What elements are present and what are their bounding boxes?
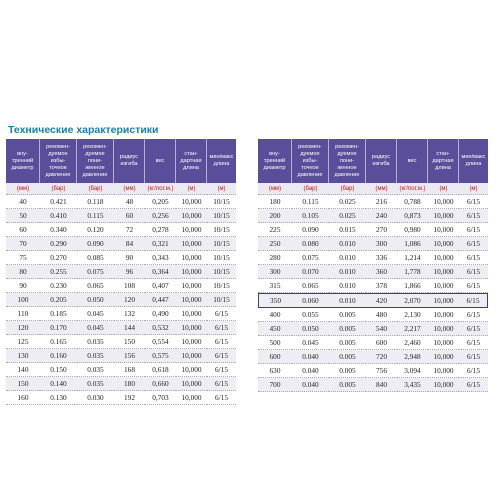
table-cell: 0.010 <box>329 237 366 251</box>
table-cell: 10,000 <box>176 349 207 363</box>
col-header-bend-radius: радиус изгиба <box>114 139 145 183</box>
table-cell: 600 <box>366 336 397 350</box>
table-cell: 240 <box>366 209 397 223</box>
table-cell: 10,000 <box>176 195 207 209</box>
table-cell: 90 <box>114 251 145 265</box>
table-cell: 72 <box>114 223 145 237</box>
table-cell: 10,000 <box>428 209 459 223</box>
col-header-standard-length: стан- дартная длина <box>428 139 459 183</box>
table-cell: 80 <box>6 265 40 279</box>
table-cell: 0.075 <box>77 265 114 279</box>
table-row <box>258 251 488 265</box>
table-cell: 0.120 <box>77 223 114 237</box>
table-cell: 0.060 <box>292 293 329 308</box>
table-cell: 2,070 <box>397 293 428 308</box>
table-cell: 2,460 <box>397 336 428 350</box>
table-cell: 225 <box>258 223 292 237</box>
table-cell: 0.070 <box>292 265 329 279</box>
table-cell: 0.010 <box>329 251 366 265</box>
table-cell: 0.165 <box>40 335 77 349</box>
table-row <box>6 391 236 405</box>
spec-table-left <box>6 139 236 405</box>
table-cell: 480 <box>366 308 397 322</box>
section-title: Технические характеристики <box>8 124 159 136</box>
table-cell: 0,321 <box>145 237 176 251</box>
table-row <box>6 335 236 349</box>
table-row <box>6 363 236 377</box>
table-cell: 3,435 <box>397 378 428 392</box>
table-cell: 200 <box>258 209 292 223</box>
unit-cell: (кг/пог.м.) <box>397 183 428 195</box>
unit-cell: (м) <box>207 183 236 195</box>
table-cell: 0.118 <box>77 195 114 209</box>
table-row <box>6 251 236 265</box>
table-cell: 180 <box>114 377 145 391</box>
table-cell: 0.115 <box>77 209 114 223</box>
unit-cell: (м) <box>459 183 488 195</box>
table-cell: 600 <box>258 350 292 364</box>
table-row <box>6 195 236 209</box>
table-cell: 10,000 <box>176 363 207 377</box>
table-cell: 110 <box>6 307 40 321</box>
spec-table-right <box>258 139 488 392</box>
table-cell: 0.035 <box>77 335 114 349</box>
table-cell: 0,447 <box>145 293 176 307</box>
table-cell: 60 <box>6 223 40 237</box>
table-cell: 100 <box>6 293 40 307</box>
table-cell: 6/15 <box>207 321 236 335</box>
col-header-underpressure: рекомен- дуемое пони- женное давление <box>329 139 366 183</box>
table-cell: 10/15 <box>207 293 236 307</box>
table-cell: 250 <box>258 237 292 251</box>
table-cell: 0,490 <box>145 307 176 321</box>
table-cell: 756 <box>366 364 397 378</box>
table-cell: 6/15 <box>207 391 236 405</box>
table-cell: 0.255 <box>40 265 77 279</box>
unit-cell: (бар) <box>329 183 366 195</box>
table-cell: 0.025 <box>329 195 366 209</box>
col-header-underpressure: рекомен- дуемое пони- женное давление <box>77 139 114 183</box>
table-cell: 216 <box>366 195 397 209</box>
table-cell: 6/15 <box>459 364 488 378</box>
table-cell: 0.270 <box>40 251 77 265</box>
table-cell: 0.035 <box>77 377 114 391</box>
table-row <box>6 349 236 363</box>
table-cell: 160 <box>6 391 40 405</box>
table-cell: 0.090 <box>292 223 329 237</box>
table-cell: 10,000 <box>176 251 207 265</box>
table-cell: 360 <box>366 265 397 279</box>
table-cell: 0.005 <box>329 364 366 378</box>
table-cell: 50 <box>6 209 40 223</box>
unit-cell: (мм) <box>6 183 40 195</box>
table-cell: 10/15 <box>207 279 236 293</box>
table-cell: 10,000 <box>176 307 207 321</box>
col-header-bend-radius: радиус изгиба <box>366 139 397 183</box>
table-row <box>258 195 488 209</box>
unit-cell: (м) <box>176 183 207 195</box>
table-row <box>258 378 488 392</box>
table-cell: 0.080 <box>292 237 329 251</box>
table-cell: 6/15 <box>459 223 488 237</box>
table-cell: 6/15 <box>459 378 488 392</box>
table-cell: 144 <box>114 321 145 335</box>
table-cell: 10,000 <box>176 265 207 279</box>
table-cell: 192 <box>114 391 145 405</box>
table-cell: 0.050 <box>292 322 329 336</box>
table-cell: 96 <box>114 265 145 279</box>
col-header-overpressure: рекомен- дуемое избы- точное давление <box>292 139 329 183</box>
table-cell: 84 <box>114 237 145 251</box>
table-cell: 6/15 <box>207 349 236 363</box>
table-cell: 10,000 <box>176 293 207 307</box>
table-cell: 0.005 <box>329 350 366 364</box>
table-row <box>258 223 488 237</box>
table-cell: 0,256 <box>145 209 176 223</box>
table-cell: 6/15 <box>459 350 488 364</box>
unit-cell: (кг/пог.м.) <box>145 183 176 195</box>
table-cell: 336 <box>366 251 397 265</box>
table-cell: 1,866 <box>397 279 428 293</box>
table-cell: 6/15 <box>459 265 488 279</box>
col-header-min-max-length: мин/макс длина <box>207 139 236 183</box>
table-cell: 60 <box>114 209 145 223</box>
table-cell: 10,000 <box>428 364 459 378</box>
table-cell: 280 <box>258 251 292 265</box>
table-cell: 10,000 <box>428 378 459 392</box>
units-row <box>258 183 488 195</box>
table-row <box>6 279 236 293</box>
table-cell: 0.010 <box>329 265 366 279</box>
table-cell: 0,343 <box>145 251 176 265</box>
table-cell: 0.410 <box>40 209 77 223</box>
col-header-diameter: вну- тренний диаметр <box>6 139 40 183</box>
table-cell: 0.005 <box>329 322 366 336</box>
table-cell: 500 <box>258 336 292 350</box>
table-cell: 10,000 <box>176 237 207 251</box>
table-row <box>6 377 236 391</box>
table-cell: 0.065 <box>292 279 329 293</box>
table-cell: 0,980 <box>397 223 428 237</box>
table-row <box>6 237 236 251</box>
table-cell: 1,086 <box>397 237 428 251</box>
table-cell: 0.045 <box>77 307 114 321</box>
table-cell: 3,094 <box>397 364 428 378</box>
table-cell: 0,205 <box>145 195 176 209</box>
table-cell: 0.040 <box>292 364 329 378</box>
table-cell: 6/15 <box>459 336 488 350</box>
table-row <box>258 293 488 308</box>
table-cell: 10,000 <box>428 237 459 251</box>
table-cell: 1,778 <box>397 265 428 279</box>
table-row <box>6 307 236 321</box>
table-cell: 150 <box>6 377 40 391</box>
table-cell: 10,000 <box>176 377 207 391</box>
table-cell: 10,000 <box>428 336 459 350</box>
table-cell: 0.040 <box>292 350 329 364</box>
table-row <box>258 364 488 378</box>
table-cell: 0.205 <box>40 293 77 307</box>
table-cell: 6/15 <box>459 293 488 308</box>
unit-cell: (мм) <box>114 183 145 195</box>
table-cell: 0,703 <box>145 391 176 405</box>
col-header-overpressure: рекомен- дуемое избы- точное давление <box>40 139 77 183</box>
col-header-weight: вес <box>145 139 176 183</box>
table-row <box>6 209 236 223</box>
table-cell: 6/15 <box>459 308 488 322</box>
table-cell: 0,364 <box>145 265 176 279</box>
table-cell: 6/15 <box>207 335 236 349</box>
table-cell: 0,575 <box>145 349 176 363</box>
table-cell: 132 <box>114 307 145 321</box>
table-cell: 1,214 <box>397 251 428 265</box>
table-row <box>6 223 236 237</box>
table-row <box>6 293 236 307</box>
spec-table-body <box>258 195 488 392</box>
table-cell: 0.050 <box>77 293 114 307</box>
table-cell: 168 <box>114 363 145 377</box>
table-cell: 0.030 <box>77 391 114 405</box>
table-cell: 10,000 <box>428 350 459 364</box>
table-cell: 90 <box>6 279 40 293</box>
table-cell: 10,000 <box>428 293 459 308</box>
table-cell: 10,000 <box>176 279 207 293</box>
table-cell: 0.160 <box>40 349 77 363</box>
table-cell: 6/15 <box>459 322 488 336</box>
table-cell: 315 <box>258 279 292 293</box>
table-cell: 10,000 <box>176 335 207 349</box>
table-cell: 10,000 <box>176 391 207 405</box>
table-cell: 0,660 <box>145 377 176 391</box>
table-cell: 2,948 <box>397 350 428 364</box>
table-cell: 75 <box>6 251 40 265</box>
table-cell: 0.040 <box>292 378 329 392</box>
table-cell: 0.005 <box>329 378 366 392</box>
unit-cell: (мм) <box>258 183 292 195</box>
table-cell: 0.140 <box>40 377 77 391</box>
table-cell: 10/15 <box>207 237 236 251</box>
table-cell: 0,618 <box>145 363 176 377</box>
table-row <box>258 265 488 279</box>
table-cell: 10/15 <box>207 251 236 265</box>
table-cell: 10,000 <box>428 308 459 322</box>
table-cell: 180 <box>258 195 292 209</box>
table-cell: 0.015 <box>329 223 366 237</box>
table-cell: 0.075 <box>292 251 329 265</box>
table-cell: 0.065 <box>77 279 114 293</box>
table-row <box>258 237 488 251</box>
table-cell: 0.090 <box>77 237 114 251</box>
table-cell: 378 <box>366 279 397 293</box>
table-cell: 0.105 <box>292 209 329 223</box>
table-cell: 108 <box>114 279 145 293</box>
units-row <box>6 183 236 195</box>
table-cell: 0,873 <box>397 209 428 223</box>
table-cell: 6/15 <box>459 195 488 209</box>
table-cell: 6/15 <box>459 209 488 223</box>
table-cell: 70 <box>6 237 40 251</box>
table-cell: 0,788 <box>397 195 428 209</box>
header-row <box>6 139 236 183</box>
table-cell: 10,000 <box>428 195 459 209</box>
table-cell: 48 <box>114 195 145 209</box>
table-cell: 0.340 <box>40 223 77 237</box>
table-row <box>258 322 488 336</box>
table-cell: 400 <box>258 308 292 322</box>
table-row <box>258 279 488 293</box>
table-cell: 40 <box>6 195 40 209</box>
col-header-standard-length: стан- дартная длина <box>176 139 207 183</box>
table-cell: 0.230 <box>40 279 77 293</box>
table-cell: 0.045 <box>77 321 114 335</box>
table-cell: 540 <box>366 322 397 336</box>
table-row <box>258 336 488 350</box>
table-cell: 300 <box>366 237 397 251</box>
table-cell: 0,554 <box>145 335 176 349</box>
table-cell: 130 <box>6 349 40 363</box>
table-cell: 6/15 <box>207 377 236 391</box>
table-cell: 0.005 <box>329 336 366 350</box>
header-row <box>258 139 488 183</box>
table-cell: 0.290 <box>40 237 77 251</box>
table-cell: 120 <box>114 293 145 307</box>
table-cell: 0.025 <box>329 209 366 223</box>
table-cell: 270 <box>366 223 397 237</box>
table-cell: 6/15 <box>459 279 488 293</box>
table-cell: 156 <box>114 349 145 363</box>
table-cell: 0.130 <box>40 391 77 405</box>
unit-cell: (бар) <box>40 183 77 195</box>
table-cell: 2,130 <box>397 308 428 322</box>
table-cell: 10/15 <box>207 265 236 279</box>
spec-table-body <box>6 195 236 405</box>
table-cell: 0.005 <box>329 308 366 322</box>
table-cell: 0.170 <box>40 321 77 335</box>
table-row <box>258 350 488 364</box>
table-cell: 0.185 <box>40 307 77 321</box>
table-row <box>258 209 488 223</box>
table-row <box>258 308 488 322</box>
table-cell: 140 <box>6 363 40 377</box>
col-header-diameter: вну- тренний диаметр <box>258 139 292 183</box>
table-cell: 0.115 <box>292 195 329 209</box>
table-cell: 10,000 <box>428 251 459 265</box>
table-cell: 0.055 <box>292 308 329 322</box>
unit-cell: (мм) <box>366 183 397 195</box>
table-cell: 150 <box>114 335 145 349</box>
table-cell: 10/15 <box>207 223 236 237</box>
table-cell: 10/15 <box>207 209 236 223</box>
table-cell: 0,407 <box>145 279 176 293</box>
table-cell: 10/15 <box>207 195 236 209</box>
table-cell: 0.150 <box>40 363 77 377</box>
unit-cell: (бар) <box>77 183 114 195</box>
col-header-weight: вес <box>397 139 428 183</box>
table-cell: 10,000 <box>176 223 207 237</box>
table-cell: 0,278 <box>145 223 176 237</box>
table-cell: 350 <box>258 293 292 308</box>
table-cell: 0.035 <box>77 349 114 363</box>
table-cell: 0.010 <box>329 279 366 293</box>
unit-cell: (м) <box>428 183 459 195</box>
table-cell: 6/15 <box>459 251 488 265</box>
table-cell: 10,000 <box>428 223 459 237</box>
table-cell: 700 <box>258 378 292 392</box>
table-cell: 420 <box>366 293 397 308</box>
table-cell: 6/15 <box>207 363 236 377</box>
table-cell: 0.010 <box>329 293 366 308</box>
col-header-min-max-length: мин/макс длина <box>459 139 488 183</box>
table-cell: 0.035 <box>77 363 114 377</box>
table-cell: 6/15 <box>207 307 236 321</box>
unit-cell: (бар) <box>292 183 329 195</box>
table-row <box>6 265 236 279</box>
table-cell: 840 <box>366 378 397 392</box>
table-cell: 10,000 <box>428 322 459 336</box>
table-cell: 120 <box>6 321 40 335</box>
table-cell: 0.085 <box>77 251 114 265</box>
table-cell: 300 <box>258 265 292 279</box>
table-row <box>6 321 236 335</box>
table-cell: 0.045 <box>292 336 329 350</box>
table-cell: 720 <box>366 350 397 364</box>
table-cell: 450 <box>258 322 292 336</box>
table-cell: 10,000 <box>428 265 459 279</box>
table-cell: 0.421 <box>40 195 77 209</box>
table-cell: 2,217 <box>397 322 428 336</box>
table-cell: 6/15 <box>459 237 488 251</box>
table-cell: 125 <box>6 335 40 349</box>
table-cell: 10,000 <box>176 209 207 223</box>
table-cell: 10,000 <box>428 279 459 293</box>
table-cell: 630 <box>258 364 292 378</box>
table-cell: 0,532 <box>145 321 176 335</box>
table-cell: 10,000 <box>176 321 207 335</box>
